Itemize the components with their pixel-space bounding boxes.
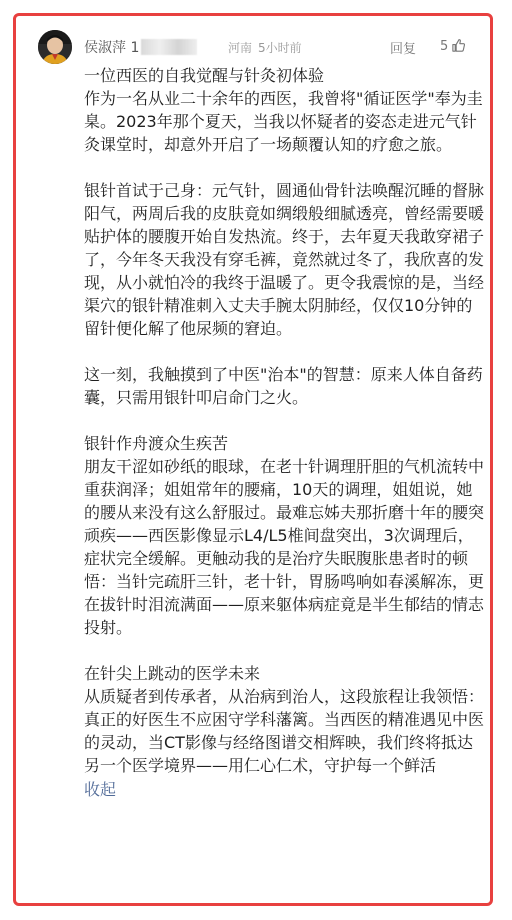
redacted-mask [141,39,197,55]
comment-paragraph: 这一刻，我触摸到了中医"治本"的智慧：原来人体自备药囊，只需用银针叩启命门之火。 [84,365,483,407]
comment-paragraph: 银针首试于己身：元气针，圆通仙骨针法唤醒沉睡的督脉阳气，两周后我的皮肤竟如绸缎般细腻透亮，曾经需要暖贴护体的腰腹开始自发热流。终于，去年夏天我敢穿裙子了，今年冬天我没有穿毛裤，竟然就过冬了，我欣喜的发现，从小就怕冷的我终于温暖了。更令我震惊的是，当经渠穴的银针精准刺入丈夫手腕太阴肺经，仅仅10分钟的留针便化解了他尿频的窘迫。 [84,181,485,338]
comment-paragraph: 一位西医的自我觉醒与针灸初体验 作为一名从业二十余年的西医，我曾将"循证医学"奉为圭臬。2023年那个夏天，当我以怀疑者的姿态走进元气针灸课堂时，却意外开启了一场颠覆认知的疗愈之旅。 [84,66,483,154]
comment-meta [228,39,302,56]
paragraph-gap [84,340,484,363]
time-text: 5小时前 [258,41,302,55]
paragraph-gap [84,639,484,662]
comment-paragraph: 在针尖上跳动的医学未来 从质疑者到传承者，从治病到治人，这段旅程让我领悟：真正的好医生不应困守学科藩篱。当西医的精准遇见中医的灵动，当CT影像与经络图谱交相辉映，我们终将抵达另一个医学境界——用仁心仁术，守护每一个鲜活 [84,664,485,775]
paragraph-gap [84,409,484,432]
comment-body [84,64,484,801]
collapse-link[interactable]: 收起 [84,780,117,799]
comment-card [13,13,493,906]
paragraph-gap [84,156,484,179]
like-count: 5 [440,39,449,54]
avatar-image [38,30,72,64]
location-text: 河南 [228,41,253,55]
author-name[interactable] [84,37,197,57]
reply-button[interactable]: 回复 [390,42,417,57]
like-button[interactable] [440,38,466,57]
author-name-text: 侯淑萍 1 [84,40,140,56]
avatar[interactable] [38,30,72,64]
thumbs-up-icon [451,38,466,57]
comment-paragraph: 银针作舟渡众生疾苦 朋友干涩如砂纸的眼球，在老十针调理肝胆的气机流转中重获润泽；姐姐常年的腰痛，10天的调理，姐姐说，她的腰从来没有这么舒服过。最难忘姊夫那折磨十年的腰突顽疾——西医影像显示L4/L5椎间盘突出，3次调理后，症状完全缓解。更触动我的是治疗失眠腹胀患者时的顿悟：当针完疏肝三针，老十针，胃肠鸣响如春溪解冻，更在拔针时泪流满面——原来躯体病症竟是半生郁结的情志投射。 [84,434,485,637]
